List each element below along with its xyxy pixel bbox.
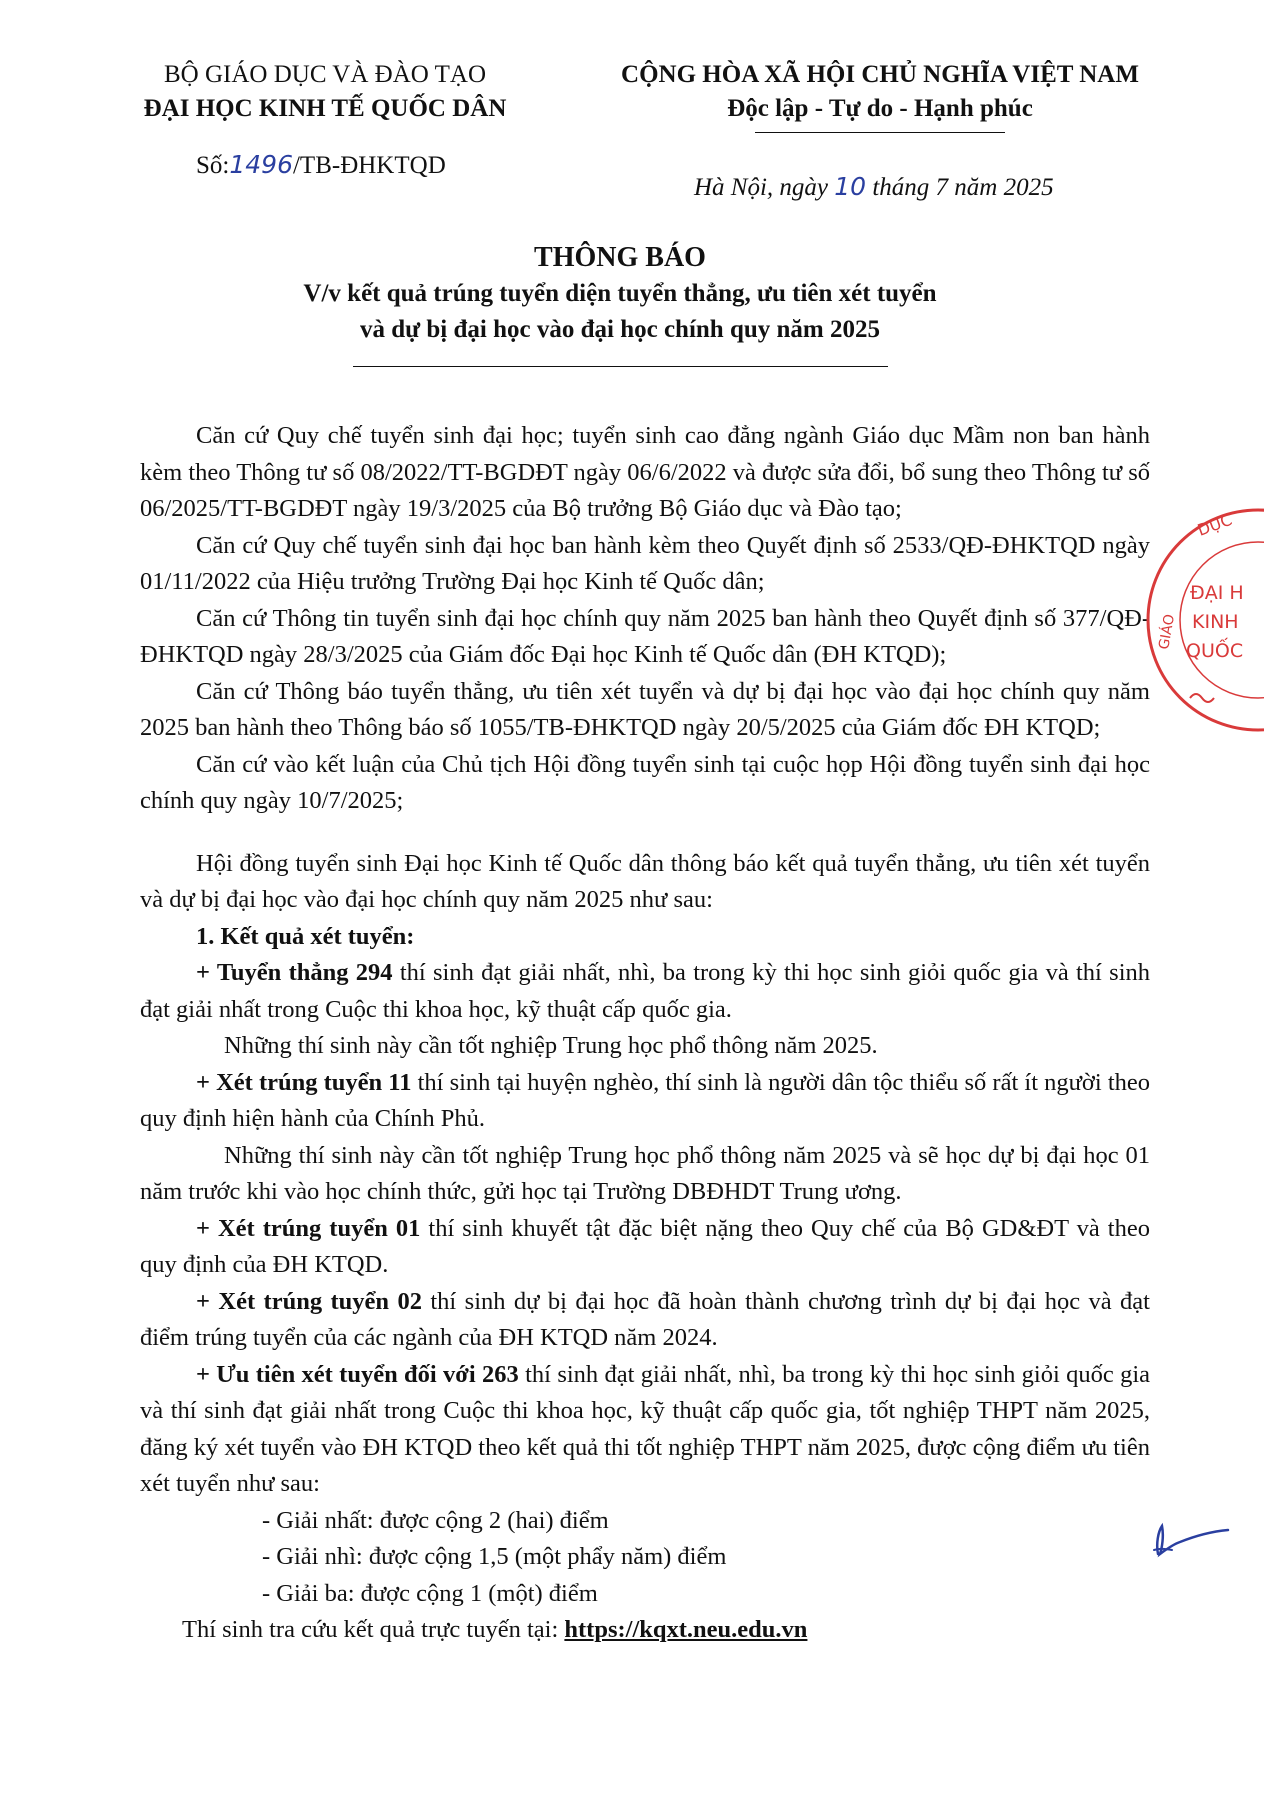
initials-signature — [1150, 1520, 1240, 1560]
result-item-text: thí sinh đạt giải nhất, nhì, ba trong kỳ thi học sinh giỏi quốc gia và thí sinh đạt giải nhất trong Cuộc thi khoa học, kỹ thuật cấp quốc gia. — [140, 959, 1151, 1023]
document-title — [120, 240, 1120, 367]
document-number-prefix: Số: — [196, 152, 230, 179]
result-item-text: thí sinh khuyết tật đặc biệt nặng theo Quy chế của Bộ GD&ĐT và theo quy định của ĐH KTQD. — [140, 1214, 1150, 1278]
document-body — [140, 418, 1150, 1649]
national-header — [600, 58, 1160, 133]
seal-left-text: GIÁO — [1156, 613, 1179, 651]
result-item-note: Những thí sinh này cần tốt nghiệp Trung học phổ thông năm 2025. — [224, 1032, 878, 1059]
signature-stroke — [1154, 1549, 1172, 1550]
intro-paragraph: Hội đồng tuyển sinh Đại học Kinh tế Quốc dân thông báo kết quả tuyển thẳng, ưu tiên xét tuyển và dự bị đại học vào đại học chính quy năm 2025 như sau: — [140, 849, 1150, 913]
result-item-lead: + Tuyển thẳng 294 — [196, 959, 393, 986]
issue-date — [694, 172, 1054, 202]
date-suffix: tháng 7 năm 2025 — [866, 174, 1054, 201]
handwritten-number: 1496 — [229, 150, 293, 179]
national-motto: Độc lập - Tự do - Hạnh phúc — [727, 95, 1033, 122]
ministry-name: BỘ GIÁO DỤC VÀ ĐÀO TẠO — [164, 61, 486, 88]
issuer-header — [120, 58, 530, 126]
lookup-line — [140, 1612, 1150, 1649]
result-item-text: thí sinh đạt giải nhất, nhì, ba trong kỳ thi học sinh giỏi quốc gia và thí sinh đạt giải nhất trong Cuộc thi khoa học, kỹ thuật cấp quốc gia, tốt nghiệp THPT năm 2025, đăng ký xét tuyển vào ĐH KTQD theo kết quả thi tốt nghiệp THPT năm 2025, được cộng điểm ưu tiên xét tuyển như sau: — [140, 1360, 1150, 1497]
seal-center-line: ĐẠI H — [1190, 582, 1244, 604]
date-prefix: Hà Nội, ngày — [694, 174, 835, 201]
basis-paragraph: Căn cứ Quy chế tuyển sinh đại học ban hành kèm theo Quyết định số 2533/QĐ-ĐHKTQD ngày 01/11/2022 của Hiệu trưởng Trường Đại học Kinh tế Quốc dân; — [140, 531, 1150, 595]
result-item — [140, 955, 1150, 1028]
seal-center-line: QUỐC — [1186, 640, 1244, 662]
lookup-link[interactable]: https://kqxt.neu.edu.vn — [564, 1616, 808, 1643]
lookup-text: Thí sinh tra cứu kết quả trực tuyến tại: — [182, 1616, 565, 1643]
handwritten-day: 10 — [834, 172, 867, 201]
bonus-list-item: - Giải ba: được cộng 1 (một) điểm — [262, 1579, 598, 1607]
result-item-text: thí sinh dự bị đại học đã hoàn thành chương trình dự bị đại học và đạt điểm trúng tuyển của các ngành của ĐH KTQD năm 2024. — [140, 1287, 1150, 1351]
title-subject-line-1: V/v kết quả trúng tuyển diện tuyển thẳng, ưu tiên xét tuyển — [303, 280, 937, 307]
bonus-list-item: - Giải nhì: được cộng 1,5 (một phẩy năm) điểm — [262, 1543, 727, 1570]
basis-paragraph: Căn cứ Thông báo tuyển thẳng, ưu tiên xét tuyển và dự bị đại học vào đại học chính quy năm 2025 ban hành theo Thông báo số 1055/TB-ĐHKTQD ngày 20/5/2025 của Giám đốc ĐH KTQD; — [140, 677, 1150, 741]
result-item — [140, 1357, 1150, 1503]
result-item-lead: + Ưu tiên xét tuyển đối với 263 — [196, 1360, 519, 1388]
result-item-lead: + Xét trúng tuyển 01 — [196, 1214, 421, 1242]
basis-paragraph: Căn cứ Thông tin tuyển sinh đại học chính quy năm 2025 ban hành theo Quyết định số 377/QĐ-ĐHKTQD ngày 28/3/2025 của Giám đốc Đại học Kinh tế Quốc dân (ĐH KTQD); — [140, 604, 1150, 668]
result-item-note: Những thí sinh này cần tốt nghiệp Trung học phổ thông năm 2025 và sẽ học dự bị đại học 01 năm trước khi vào học chính thức, gửi học tại Trường DBĐHDT Trung ương. — [140, 1141, 1150, 1205]
seal-bottom-mark — [1190, 694, 1214, 702]
official-seal — [1138, 500, 1264, 740]
bonus-list-item: - Giải nhất: được cộng 2 (hai) điểm — [262, 1506, 609, 1534]
country-name: CỘNG HÒA XÃ HỘI CHỦ NGHĨA VIỆT NAM — [621, 61, 1139, 88]
title-main: THÔNG BÁO — [534, 242, 706, 273]
basis-paragraph: Căn cứ Quy chế tuyển sinh đại học; tuyển sinh cao đẳng ngành Giáo dục Mầm non ban hành kèm theo Thông tư số 08/2022/TT-BGDĐT ngày 06/6/2022 và được sửa đổi, bổ sung theo Thông tư số 06/2025/TT-BGDĐT ngày 19/3/2025 của Bộ trưởng Bộ Giáo dục và Đào tạo; — [140, 422, 1150, 522]
seal-center-line: KINH — [1192, 611, 1239, 633]
result-item-lead: + Xét trúng tuyển 02 — [196, 1287, 422, 1315]
basis-paragraph: Căn cứ vào kết luận của Chủ tịch Hội đồng tuyển sinh tại cuộc họp Hội đồng tuyển sinh đại học chính quy ngày 10/7/2025; — [140, 750, 1150, 814]
section-heading: 1. Kết quả xét tuyển: — [196, 922, 415, 950]
result-item — [140, 1284, 1150, 1357]
bonus-list — [140, 1503, 1150, 1613]
seal-top-text: DỤC — [1194, 509, 1235, 540]
result-item-lead: + Xét trúng tuyển 11 — [196, 1068, 412, 1096]
title-underline — [353, 366, 888, 367]
title-subject-line-2: và dự bị đại học vào đại học chính quy năm 2025 — [360, 316, 880, 343]
document-number-suffix: /TB-ĐHKTQD — [292, 152, 446, 179]
result-item — [140, 1065, 1150, 1138]
document-number — [196, 150, 446, 180]
university-name: ĐẠI HỌC KINH TẾ QUỐC DÂN — [143, 95, 507, 122]
motto-underline — [755, 132, 1005, 133]
result-item — [140, 1211, 1150, 1284]
result-item-text: thí sinh tại huyện nghèo, thí sinh là người dân tộc thiểu số rất ít người theo quy định hiện hành của Chính Phủ. — [140, 1068, 1151, 1132]
